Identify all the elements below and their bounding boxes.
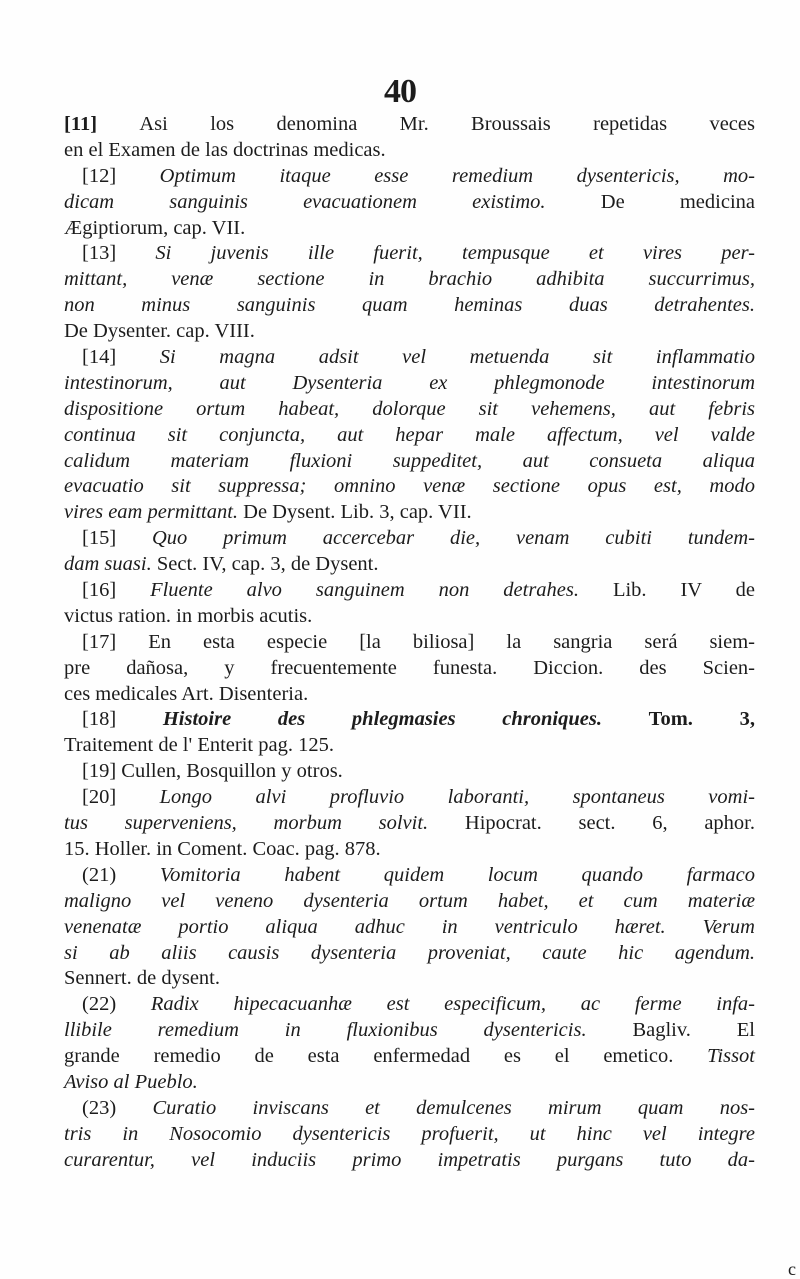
- page-number: 40: [384, 73, 416, 110]
- text-line: [64, 293, 755, 319]
- text-segment: non minus sanguinis quam heminas duas detrahentes.: [64, 294, 755, 317]
- text-line: [64, 526, 755, 552]
- text-line: [64, 474, 755, 500]
- text-segment: Vomitoria habent quidem locum quando farmaco: [159, 863, 755, 886]
- text-line: [64, 371, 755, 397]
- corner-mark: c: [788, 1259, 796, 1279]
- text-segment: Optimum itaque esse remedium dysentericis, mo-: [159, 164, 755, 187]
- ref-marker: [19]: [82, 760, 122, 783]
- text-segment: Aviso al Pueblo.: [64, 1070, 198, 1093]
- ref-marker: (23): [82, 1096, 153, 1119]
- ref-marker: [15]: [82, 527, 152, 550]
- ref-marker: [14]: [82, 346, 160, 369]
- text-segment: tus superveniens, morbum solvit.: [64, 812, 465, 835]
- text-segment: vires eam permittant.: [64, 501, 244, 524]
- text-line: [64, 630, 755, 656]
- text-segment: De Dysenter. cap. VIII.: [64, 320, 255, 343]
- text-segment: Sect. IV, cap. 3, de Dysent.: [156, 553, 379, 576]
- text-segment: Fluente alvo sanguinem non detrahes.: [150, 579, 613, 602]
- text-segment: Asi los denomina Mr. Broussais repetidas veces: [139, 113, 755, 135]
- text-line: [64, 915, 755, 941]
- text-line: [64, 241, 755, 267]
- text-segment: Bagliv. El: [632, 1019, 755, 1042]
- text-segment: tris in Nosocomio dysentericis profuerit, ut hinc vel integre: [64, 1122, 755, 1145]
- text-segment: victus ration. in morbis acutis.: [64, 604, 313, 627]
- text-segment: dam suasi.: [64, 553, 157, 576]
- text-line: [64, 552, 755, 578]
- text-segment: curarentur, vel induciis primo impetratis purgans tuto da-: [64, 1148, 755, 1171]
- text-segment: De Dysent. Lib. 3, cap. VII.: [243, 501, 472, 524]
- text-line: [64, 837, 755, 863]
- text-segment: dicam sanguinis evacuationem existimo.: [64, 190, 601, 213]
- ref-marker: [16]: [82, 579, 151, 602]
- text-line: [64, 785, 755, 811]
- text-segment: venenatæ portio aliqua adhuc in ventriculo hæret. Verum: [64, 915, 755, 938]
- text-line: [64, 604, 755, 630]
- text-segment: mittant, venæ sectione in brachio adhibita succurrimus,: [64, 268, 755, 291]
- ref-marker: (21): [82, 863, 160, 886]
- text-line: [64, 656, 755, 682]
- text-segment: Cullen, Bosquillon y otros.: [121, 760, 343, 783]
- text-segment: Ægiptiorum, cap. VII.: [64, 216, 246, 239]
- text-line: [64, 733, 755, 759]
- ref-marker: [12]: [82, 164, 160, 187]
- text-line: [64, 345, 755, 371]
- text-segment: Radix hipecacuanhæ est especificum, ac ferme infa-: [150, 993, 756, 1016]
- text-line: [64, 863, 755, 889]
- text-line: [64, 138, 755, 164]
- ref-marker: [11]: [64, 113, 140, 135]
- footnotes-text: [64, 112, 755, 1174]
- text-segment: si ab aliis causis dysenteria proveniat, caute hic agendum.: [64, 941, 755, 964]
- text-segment: intestinorum, aut Dysenteria ex phlegmonode intestinorum: [64, 371, 755, 394]
- text-segment: Histoire des phlegmasies chroniques.: [162, 708, 649, 731]
- text-segment: llibile remedium in fluxionibus dysentericis.: [64, 1019, 633, 1042]
- text-line: [64, 811, 755, 837]
- ref-marker: [18]: [82, 708, 163, 731]
- text-line: [64, 707, 755, 733]
- text-line: [64, 1122, 755, 1148]
- text-segment: Lib. IV de: [612, 579, 756, 602]
- text-line: [64, 1148, 755, 1174]
- text-line: [64, 889, 755, 915]
- text-segment: Si magna adsit vel metuenda sit inflammatio: [159, 346, 755, 369]
- text-line: [64, 992, 755, 1018]
- text-line: [64, 759, 755, 785]
- ref-marker: [17]: [82, 630, 149, 653]
- text-segment: Traitement de l' Enterit pag. 125.: [64, 734, 334, 757]
- text-segment: continua sit conjuncta, aut hepar male affectum, vel valde: [64, 423, 755, 446]
- text-segment: Curatio inviscans et demulcenes mirum quam nos-: [152, 1096, 755, 1119]
- text-segment: Sennert. de dysent.: [64, 967, 220, 990]
- text-segment: ces medicales Art. Disenteria.: [64, 682, 309, 705]
- text-line: [64, 319, 755, 345]
- text-segment: pre dañosa, y frecuentemente funesta. Diccion. des Scien-: [64, 656, 755, 679]
- text-line: [64, 449, 755, 475]
- text-line: [64, 578, 755, 604]
- text-line: [64, 1070, 755, 1096]
- ref-marker: (22): [82, 993, 151, 1016]
- text-line: [64, 1096, 755, 1122]
- text-segment: calidum materiam fluxioni suppeditet, aut consueta aliqua: [64, 449, 755, 472]
- text-line: [64, 1018, 755, 1044]
- text-segment: Quo primum accercebar die, venam cubiti tundem-: [151, 527, 755, 550]
- ref-marker: [13]: [82, 242, 156, 265]
- text-segment: en el Examen de las doctrinas medicas.: [64, 138, 386, 161]
- text-segment: dispositione ortum habeat, dolorque sit vehemens, aut febris: [64, 397, 755, 420]
- text-segment: Tissot: [707, 1045, 755, 1068]
- text-line: [64, 164, 755, 190]
- text-segment: evacuatio sit suppressa; omnino venæ sectione opus est, modo: [64, 475, 755, 498]
- text-segment: Si juvenis ille fuerit, tempusque et vires per-: [155, 242, 755, 265]
- text-line: [64, 941, 755, 967]
- text-line: [64, 216, 755, 242]
- text-segment: maligno vel veneno dysenteria ortum habet, et cum materiæ: [64, 889, 755, 912]
- text-line: [64, 267, 755, 293]
- text-line: [64, 112, 755, 138]
- text-segment: De medicina: [600, 190, 755, 213]
- text-line: [64, 500, 755, 526]
- text-segment: 15. Holler. in Coment. Coac. pag. 878.: [64, 837, 381, 860]
- text-line: [64, 1044, 755, 1070]
- text-line: [64, 397, 755, 423]
- ref-marker: [20]: [82, 786, 160, 809]
- text-segment: En esta especie [la biliosa] la sangria será siem-: [148, 630, 755, 653]
- text-segment: Tom. 3,: [648, 708, 755, 731]
- text-line: [64, 423, 755, 449]
- text-segment: Longo alvi profluvio laboranti, spontaneus vomi-: [159, 786, 755, 809]
- text-segment: Hipocrat. sect. 6, aphor.: [464, 812, 756, 835]
- text-line: [64, 190, 755, 216]
- text-segment: grande remedio de esta enfermedad es el emetico.: [64, 1045, 708, 1068]
- text-line: [64, 966, 755, 992]
- text-line: [64, 682, 755, 708]
